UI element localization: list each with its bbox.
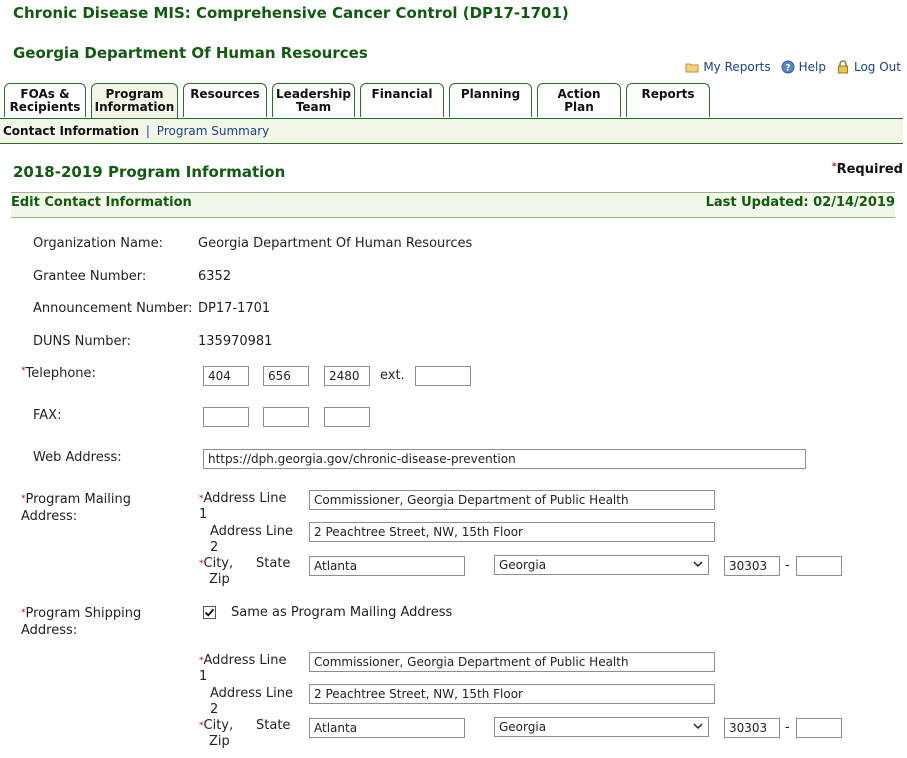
duns-label: DUNS Number:: [33, 334, 132, 349]
chevron-down-icon: [693, 721, 703, 731]
org-name-value: Georgia Department Of Human Resources: [198, 236, 473, 251]
shipping-addr2-label: [210, 686, 293, 718]
tab-foas-recipients[interactable]: FOAs & Recipients: [4, 83, 86, 117]
tab-resources[interactable]: Resources: [183, 83, 267, 117]
shipping-addr1-label: [199, 653, 287, 685]
same-as-mailing-label: Same as Program Mailing Address: [231, 605, 453, 620]
shipping-addr1-label-num: 1: [199, 669, 208, 684]
tab-financial[interactable]: Financial: [360, 83, 444, 117]
shipping-address-label: [21, 605, 141, 639]
fax-area-input[interactable]: [203, 407, 249, 427]
sub-navigation: [0, 119, 903, 144]
org-name-label: Organization Name:: [33, 236, 163, 251]
mailing-addr1-label: [199, 491, 287, 523]
required-label: Required: [836, 162, 903, 177]
help-label: Help: [798, 60, 826, 74]
mailing-state-value: Georgia: [499, 558, 547, 572]
mailing-zip4-input[interactable]: [796, 556, 842, 576]
duns-value: 135970981: [198, 334, 273, 349]
mailing-addr2-label-num: 2: [210, 540, 219, 555]
log-out-label: Log Out: [853, 60, 901, 74]
tab-planning[interactable]: Planning: [449, 83, 532, 117]
help-link[interactable]: [781, 60, 826, 74]
mailing-addr1-label-num: 1: [199, 507, 208, 522]
shipping-state-label: State: [256, 718, 291, 733]
folder-icon: [685, 60, 699, 74]
shipping-zip-label: Zip: [209, 734, 230, 749]
shipping-address-line1-input[interactable]: Commissioner, Georgia Department of Public Health: [309, 652, 715, 672]
tab-reports[interactable]: Reports: [626, 83, 710, 117]
shipping-addr2-label-num: 2: [210, 702, 219, 717]
announcement-label: Announcement Number:: [33, 301, 193, 316]
same-as-mailing-checkbox[interactable]: [203, 606, 216, 619]
required-star: *: [199, 494, 204, 504]
phone-area-input[interactable]: 404: [203, 366, 249, 386]
mailing-addr1-label-text: Address Line: [203, 491, 287, 506]
shipping-city-label: [199, 718, 233, 750]
shipping-label-line1: Program Shipping: [25, 606, 142, 621]
shipping-state-value: Georgia: [499, 720, 547, 734]
mailing-city-input[interactable]: Atlanta: [309, 556, 465, 576]
subnav-contact-information[interactable]: Contact Information: [3, 124, 140, 138]
required-star: *: [21, 366, 26, 376]
subnav-program-summary[interactable]: Program Summary: [156, 124, 270, 138]
chevron-down-icon: [693, 559, 703, 569]
log-out-link[interactable]: [836, 60, 901, 74]
phone-prefix-input[interactable]: 656: [263, 366, 309, 386]
page-title: 2018-2019 Program Information: [13, 163, 286, 181]
phone-ext-input[interactable]: [415, 366, 471, 386]
mailing-state-label: State: [256, 556, 291, 571]
main-tabs: [4, 83, 710, 119]
telephone-label: [21, 366, 96, 381]
my-reports-label: My Reports: [703, 60, 771, 74]
fax-prefix-input[interactable]: [263, 407, 309, 427]
section-title: Edit Contact Information: [11, 195, 192, 210]
announcement-value: DP17-1701: [198, 301, 271, 316]
mailing-zip-dash: -: [785, 558, 790, 573]
shipping-label-line2: Address:: [21, 623, 78, 638]
shipping-address-line2-input[interactable]: 2 Peachtree Street, NW, 15th Floor: [309, 684, 715, 704]
mailing-address-line2-input[interactable]: 2 Peachtree Street, NW, 15th Floor: [309, 522, 715, 542]
required-star: *: [199, 656, 204, 666]
required-star: *: [199, 559, 204, 569]
top-links: [685, 60, 901, 74]
mailing-state-select[interactable]: [494, 555, 709, 575]
telephone-label-text: Telephone:: [25, 366, 96, 381]
shipping-city-label-text: City,: [203, 718, 234, 733]
mailing-zip-input[interactable]: 30303: [724, 556, 780, 576]
fax-line-input[interactable]: [324, 407, 370, 427]
my-reports-link[interactable]: [685, 60, 770, 74]
checkmark-icon: [204, 607, 215, 618]
mailing-zip-label: Zip: [209, 572, 230, 587]
fax-label: FAX:: [33, 408, 62, 423]
grantee-value: 6352: [198, 269, 232, 284]
mailing-address-label: [21, 491, 131, 525]
shipping-addr2-label-text: Address Line: [210, 686, 293, 701]
mailing-address-line1-input[interactable]: Commissioner, Georgia Department of Public Health: [309, 490, 715, 510]
svg-text:?: ?: [785, 63, 791, 74]
required-star: *: [21, 494, 26, 504]
shipping-city-input[interactable]: Atlanta: [309, 718, 465, 738]
required-legend: [832, 162, 903, 177]
subnav-separator: |: [145, 124, 150, 138]
tab-action-plan[interactable]: Action Plan: [537, 83, 621, 117]
required-star: *: [199, 721, 204, 731]
required-star: *: [21, 608, 26, 618]
mailing-addr2-label: [210, 524, 293, 556]
mailing-city-label-text: City,: [203, 556, 234, 571]
ext-label: ext.: [380, 368, 405, 383]
mailing-addr2-label-text: Address Line: [210, 524, 293, 539]
web-address-label: Web Address:: [33, 450, 122, 465]
shipping-state-select[interactable]: [494, 717, 709, 737]
tab-leadership-team[interactable]: Leadership Team: [272, 83, 355, 117]
shipping-addr1-label-text: Address Line: [203, 653, 287, 668]
web-address-input[interactable]: https://dph.georgia.gov/chronic-disease-prevention: [203, 449, 806, 469]
last-updated: Last Updated: 02/14/2019: [705, 195, 895, 210]
help-icon: [781, 60, 795, 74]
lock-icon: [836, 60, 850, 74]
app-title: Chronic Disease MIS: Comprehensive Cancer Control (DP17-1701): [13, 4, 569, 22]
organization-title: Georgia Department Of Human Resources: [13, 44, 368, 62]
mailing-label-line1: Program Mailing: [25, 492, 131, 507]
required-star: *: [831, 162, 837, 172]
shipping-zip4-input[interactable]: [796, 718, 842, 738]
phone-line-input[interactable]: 2480: [324, 366, 370, 386]
shipping-zip-dash: -: [785, 720, 790, 735]
tab-program-information[interactable]: Program Information: [91, 83, 178, 119]
grantee-label: Grantee Number:: [33, 269, 147, 284]
mailing-label-line2: Address:: [21, 509, 78, 524]
shipping-zip-input[interactable]: 30303: [724, 718, 780, 738]
mailing-city-label: [199, 556, 233, 588]
